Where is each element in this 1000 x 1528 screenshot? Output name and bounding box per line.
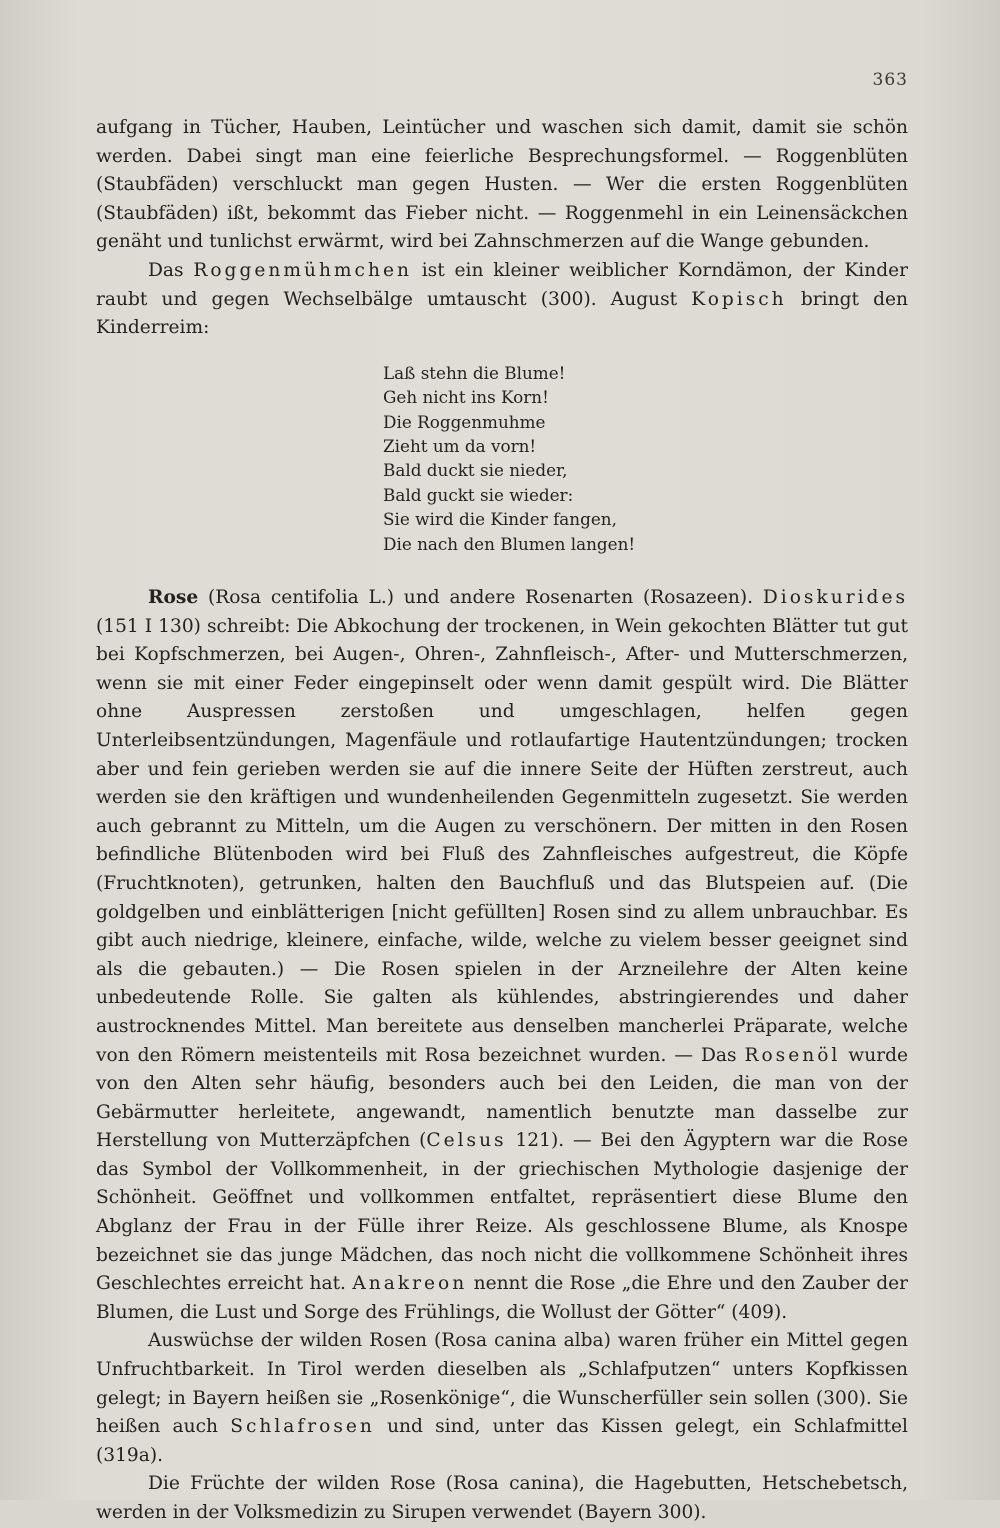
text-fragment: und sind, unter das Kissen gelegt, ein Schlafmittel (319a).: [96, 1416, 908, 1466]
spaced-term-schlafrosen: Schlafrosen: [230, 1416, 375, 1438]
text-fragment: (151 I 130) schreibt: Die Abkochung der trockenen, in Wein gekochten Blätter tut gut bei Kopfschmerzen, bei Augen-, Ohren-, Zahnfleisch-, After- und Mutterschmerzen, wenn sie mit einer Feder eingepinselt oder wenn damit gespült wird. Die Blätter ohne Auspressen zerstoßen und umgeschlagen, helfen gegen Unterleibsentzündungen, Magenfäule und rotlaufartige Hautentzündungen; trocken aber und fein gerieben werden sie auf die innere Seite der Hüften zerstreut, auch werden sie den kräftigen und wundenheilenden Gegenmitteln zugesetzt. Sie werden auch gebrannt zu Mitteln, um die Augen zu verschönern. Der mitten in den Rosen befindliche Blütenboden wird bei Fluß des Zahnfleisches aufgestreut, die Köpfe (Fruchtknoten), getrunken, halten den Bauchfluß und das Blutspeien auf. (Die goldgelben und einblätterigen [nicht gefüllten] Rosen sind zu allem unbrauchbar. Es gibt auch niedrige, kleinere, einfache, wilde, welche zu vielem besser geeignet sind als die gebauten.) — Die Rosen spielen in der Arzneilehre der Alten keine unbedeutende Rolle. Sie galten als kühlendes, abstringierendes und daher austrocknendes Mittel. Man bereitete aus denselben mancherlei Präparate, welche von den Römern meistenteils mit Rosa bezeichnet wurden. — Das: [96, 615, 908, 1066]
text-fragment: Auswüchse der wilden Rosen (Rosa canina alba) waren früher ein Mittel gegen Unfruchtbarkeit. In Tirol werden dieselben als „Schlafputzen“ unters Kopfkissen gelegt; in Bayern heißen sie „Rosenkönige“, die Wunscherfüller sein sollen (300). Sie heißen auch: [96, 1330, 908, 1438]
verse-line: Zieht um da vorn!: [383, 435, 537, 456]
verse-line: Bald guckt sie wieder:: [383, 484, 574, 505]
author-name-anakreon: Anakreon: [352, 1273, 468, 1295]
spaced-term-rosenoel: Rosenöl: [744, 1044, 841, 1066]
text-fragment: (Rosa centifolia L.) und andere Rosenarten (Rosazeen).: [198, 587, 763, 608]
paragraph-roggenmuehmchen: [96, 257, 908, 343]
spaced-term-roggenmuehmchen: Roggenmühmchen: [193, 259, 412, 281]
text-fragment: bringt den Kinderreim:: [96, 288, 908, 339]
entry-heading-rose: Rose: [148, 587, 199, 608]
paragraph-rose: [96, 584, 908, 1327]
text-fragment: nennt die Rose „die Ehre und den Zauber der Blumen, die Lust und Sorge des Frühlings, die Wollust der Götter“ (409).: [96, 1273, 908, 1323]
verse-line: Die nach den Blumen langen!: [383, 533, 636, 554]
text-fragment: Das: [148, 259, 194, 281]
author-name-dioskurides: Dioskurides: [762, 587, 908, 608]
verse-line: Die Roggenmuhme: [383, 411, 546, 432]
paragraph-wild-roses: [96, 1327, 908, 1470]
verse-line: Bald duckt sie nieder,: [383, 460, 568, 481]
author-name-celsus: Celsus: [426, 1130, 507, 1152]
body-text: [96, 114, 908, 1528]
text-fragment: ist ein kleiner weiblicher Korndämon, der Kinder raubt und gegen Wechselbälge umtauscht (300). August: [96, 259, 908, 310]
verse-line: Sie wird die Kinder fangen,: [383, 509, 617, 530]
paragraph-rose-hips: Die Früchte der wilden Rose (Rosa canina), die Hagebutten, Hetschebetsch, werden in der Volksmedizin zu Sirupen verwendet (Bayern 300).: [96, 1473, 908, 1523]
verse-line: Laß stehn die Blume!: [383, 362, 566, 383]
text-fragment: wurde von den Alten sehr häufig, besonders auch bei den Leiden, die man von der Gebärmutter herleitete, angewandt, namentlich benutzte man dasselbe zur Herstellung von Mutterzäpfchen (: [96, 1044, 908, 1152]
author-name-kopisch: Kopisch: [691, 288, 787, 310]
paragraph-roggen-continued: aufgang in Tücher, Hauben, Leintücher und waschen sich damit, damit sie schön werden. Dabei singt man eine feierliche Besprechungsformel. — Roggenblüten (Staubfäden) verschluckt man gegen Husten. — Wer die ersten Roggenblüten (Staubfäden) ißt, bekommt das Fieber nicht. — Roggenmehl in ein Leinensäckchen genäht und tunlichst erwärmt, wird bei Zahnschmerzen auf die Wange gebunden.: [96, 117, 908, 253]
children-rhyme: [383, 361, 908, 556]
verse-line: Geh nicht ins Korn!: [383, 387, 549, 408]
text-fragment: 121). — Bei den Ägyptern war die Rose das Symbol der Vollkommenheit, in der griechischen Mythologie dasjenige der Schönheit. Geöffnet und vollkommen entfaltet, repräsentiert diese Blume den Abglanz der Frau in der Fülle ihrer Reize. Als geschlossene Blume, als Knospe bezeichnet sie das junge Mädchen, das noch nicht die vollkommene Schönheit ihres Geschlechtes erreicht hat.: [96, 1130, 908, 1295]
page-number: 363: [872, 70, 908, 90]
